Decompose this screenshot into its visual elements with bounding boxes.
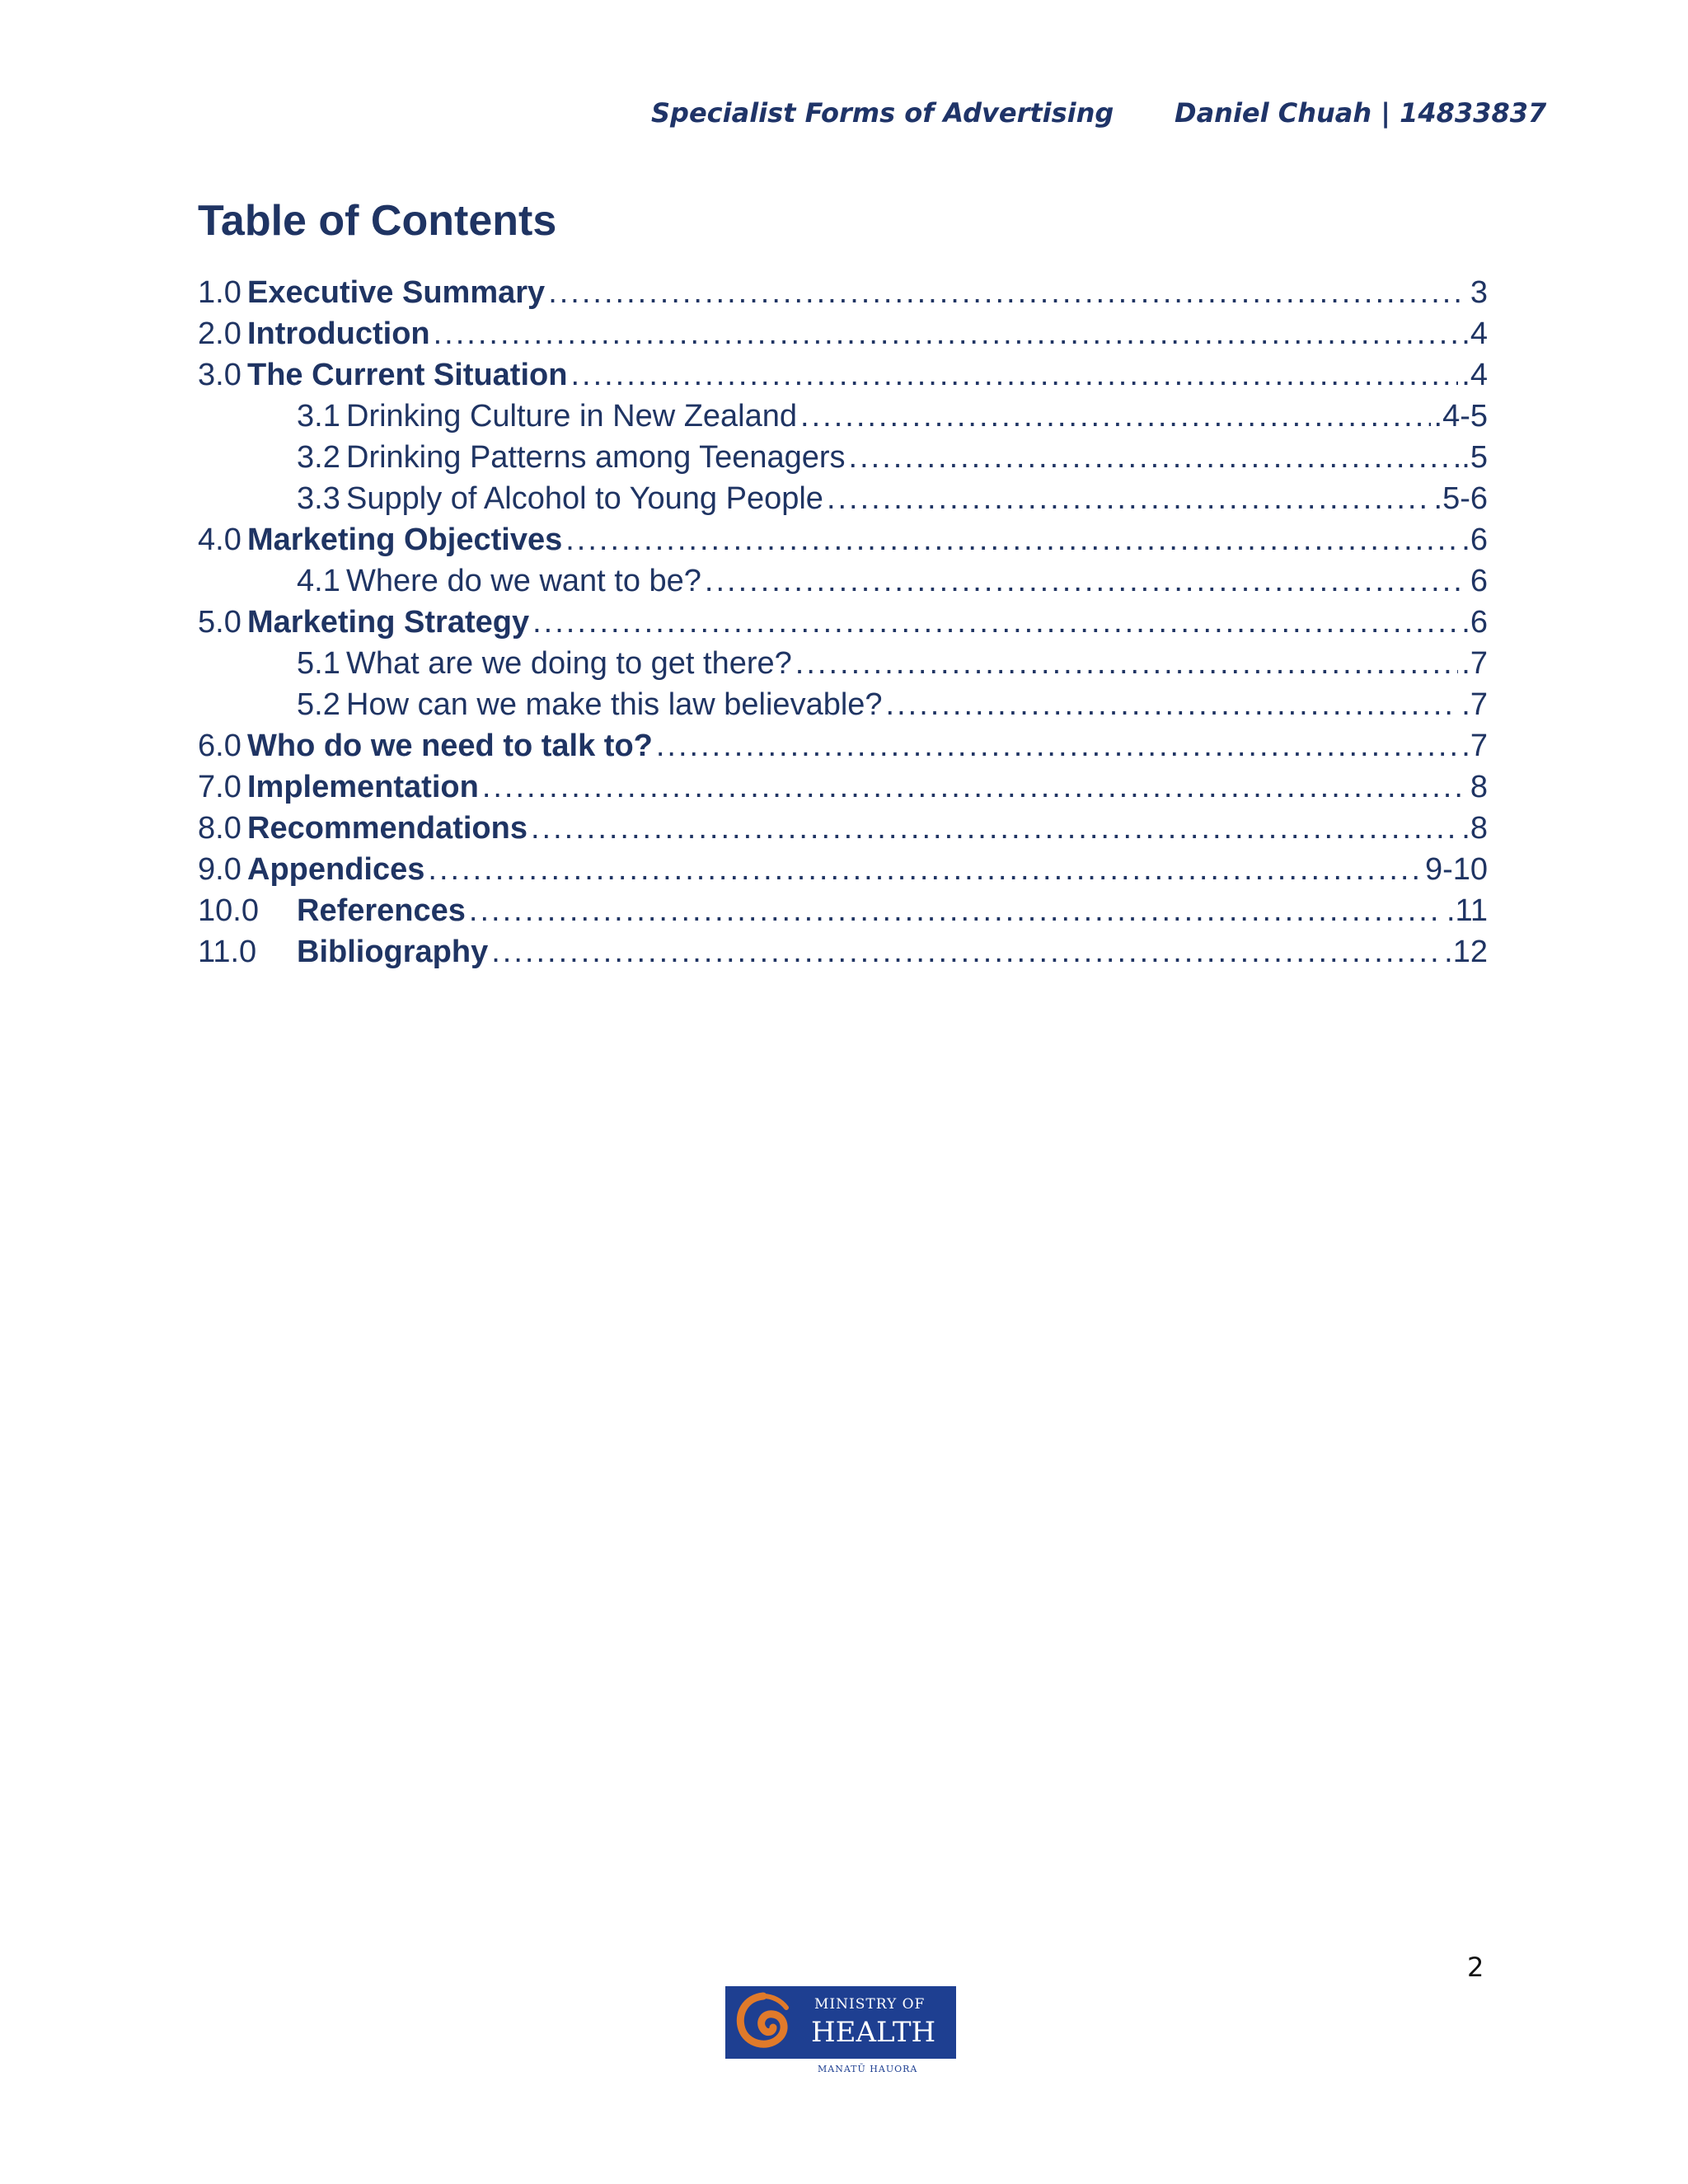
logo-text-maori: MANATŪ HAUORA <box>818 2064 918 2074</box>
toc-entry-number: 4.1 <box>297 564 340 598</box>
toc-entry-label: References <box>297 893 466 928</box>
toc-entry-label: Implementation <box>247 770 479 804</box>
toc-dot-leader <box>469 890 1443 931</box>
toc-entry-page: .6 <box>1461 605 1488 640</box>
toc-entry-label: The Current Situation <box>247 358 568 392</box>
toc-entry-number: 2.0 <box>198 316 241 351</box>
ministry-of-health-logo <box>725 1986 956 2077</box>
toc-title: Table of Contents <box>198 197 557 245</box>
logo-background <box>725 1986 956 2059</box>
toc-entry-label: What are we doing to get there? <box>346 646 792 681</box>
toc-dot-leader <box>570 354 1458 396</box>
toc-entry-page: .7 <box>1461 687 1488 722</box>
toc-entry[interactable] <box>198 808 1488 849</box>
header-author: Daniel Chuah | 14833837 <box>1175 97 1547 129</box>
toc-entry[interactable] <box>198 519 1488 560</box>
toc-entry-page: 3 <box>1470 275 1488 310</box>
toc-entry-page: .5-6 <box>1433 481 1488 516</box>
toc-entry[interactable] <box>198 890 1488 931</box>
toc-subentry[interactable] <box>198 643 1488 684</box>
page-number: 2 <box>1467 1952 1484 1983</box>
toc-dot-leader <box>482 766 1467 808</box>
toc-entry-label: Supply of Alcohol to Young People <box>346 481 823 516</box>
toc-dot-leader <box>548 272 1467 313</box>
toc-entry-page: ..5 <box>1452 440 1488 475</box>
toc-dot-leader <box>428 849 1422 890</box>
toc-dot-leader <box>656 725 1458 766</box>
toc-entry-label: Introduction <box>247 316 430 351</box>
toc-entry-label: Appendices <box>247 852 425 887</box>
toc-entry[interactable] <box>198 725 1488 766</box>
toc-entry-number: 5.1 <box>297 646 340 681</box>
toc-entry-number: 4.0 <box>198 523 241 557</box>
toc-entry-number: 9.0 <box>198 852 241 887</box>
toc-dot-leader <box>532 602 1458 643</box>
toc-entry-page: .7 <box>1461 729 1488 763</box>
toc-entry[interactable] <box>198 272 1488 313</box>
toc-entry-label: Executive Summary <box>247 275 546 310</box>
toc-entry[interactable] <box>198 931 1488 972</box>
toc-entry-label: Recommendations <box>247 811 528 846</box>
toc-entry-label: Drinking Culture in New Zealand <box>346 399 798 434</box>
toc-dot-leader <box>849 437 1450 478</box>
toc-dot-leader <box>800 396 1430 437</box>
toc-entry[interactable] <box>198 354 1488 396</box>
toc-entry-label: Where do we want to be? <box>346 564 701 598</box>
toc-entry-page: .4 <box>1461 358 1488 392</box>
toc-dot-leader <box>565 519 1458 560</box>
toc-dot-leader <box>705 560 1467 602</box>
toc-entry-page: 6 <box>1470 564 1488 598</box>
toc-entry-page: .11 <box>1446 893 1488 928</box>
toc-entry-page: 9-10 <box>1424 852 1488 887</box>
toc-entry-page: .6 <box>1461 523 1488 557</box>
toc-subentry[interactable] <box>198 478 1488 519</box>
toc-subentry[interactable] <box>198 560 1488 602</box>
toc-entry-page: .4 <box>1461 316 1488 351</box>
toc-entry-number: 6.0 <box>198 729 241 763</box>
koru-icon <box>730 1990 796 2055</box>
toc-entry-page: .12 <box>1444 935 1488 969</box>
toc-entry-number: 11.0 <box>198 935 257 969</box>
table-of-contents <box>198 272 1488 972</box>
toc-entry-label: Marketing Objectives <box>247 523 563 557</box>
toc-entry-number: 3.1 <box>297 399 340 434</box>
toc-dot-leader <box>827 478 1431 519</box>
toc-dot-leader <box>434 313 1459 354</box>
toc-entry[interactable] <box>198 313 1488 354</box>
toc-entry-label: Marketing Strategy <box>247 605 530 640</box>
toc-entry-number: 1.0 <box>198 275 241 310</box>
toc-entry-page: .4-5 <box>1433 399 1488 434</box>
toc-dot-leader <box>795 643 1459 684</box>
toc-dot-leader <box>531 808 1458 849</box>
toc-entry[interactable] <box>198 602 1488 643</box>
toc-entry-number: 10.0 <box>198 893 259 928</box>
toc-entry-page: .7 <box>1461 646 1488 681</box>
toc-subentry[interactable] <box>198 396 1488 437</box>
toc-entry[interactable] <box>198 766 1488 808</box>
toc-entry-number: 5.2 <box>297 687 340 722</box>
toc-entry-number: 3.0 <box>198 358 241 392</box>
header-course-title: Specialist Forms of Advertising <box>651 97 1114 129</box>
toc-subentry[interactable] <box>198 437 1488 478</box>
toc-entry-page: 8 <box>1470 770 1488 804</box>
toc-dot-leader <box>886 684 1459 725</box>
toc-entry-label: Bibliography <box>297 935 489 969</box>
toc-entry-label: Drinking Patterns among Teenagers <box>346 440 846 475</box>
logo-text-health: HEALTH <box>811 2016 936 2049</box>
toc-entry-number: 3.2 <box>297 440 340 475</box>
toc-dot-leader <box>491 931 1441 972</box>
toc-entry-number: 7.0 <box>198 770 241 804</box>
toc-entry-number: 3.3 <box>297 481 340 516</box>
toc-entry-label: Who do we need to talk to? <box>247 729 653 763</box>
toc-subentry[interactable] <box>198 684 1488 725</box>
toc-entry-number: 8.0 <box>198 811 241 846</box>
toc-entry-number: 5.0 <box>198 605 241 640</box>
logo-text-ministry: MINISTRY OF <box>814 1996 926 2013</box>
toc-entry-page: .8 <box>1461 811 1488 846</box>
toc-entry[interactable] <box>198 849 1488 890</box>
toc-entry-label: How can we make this law believable? <box>346 687 883 722</box>
